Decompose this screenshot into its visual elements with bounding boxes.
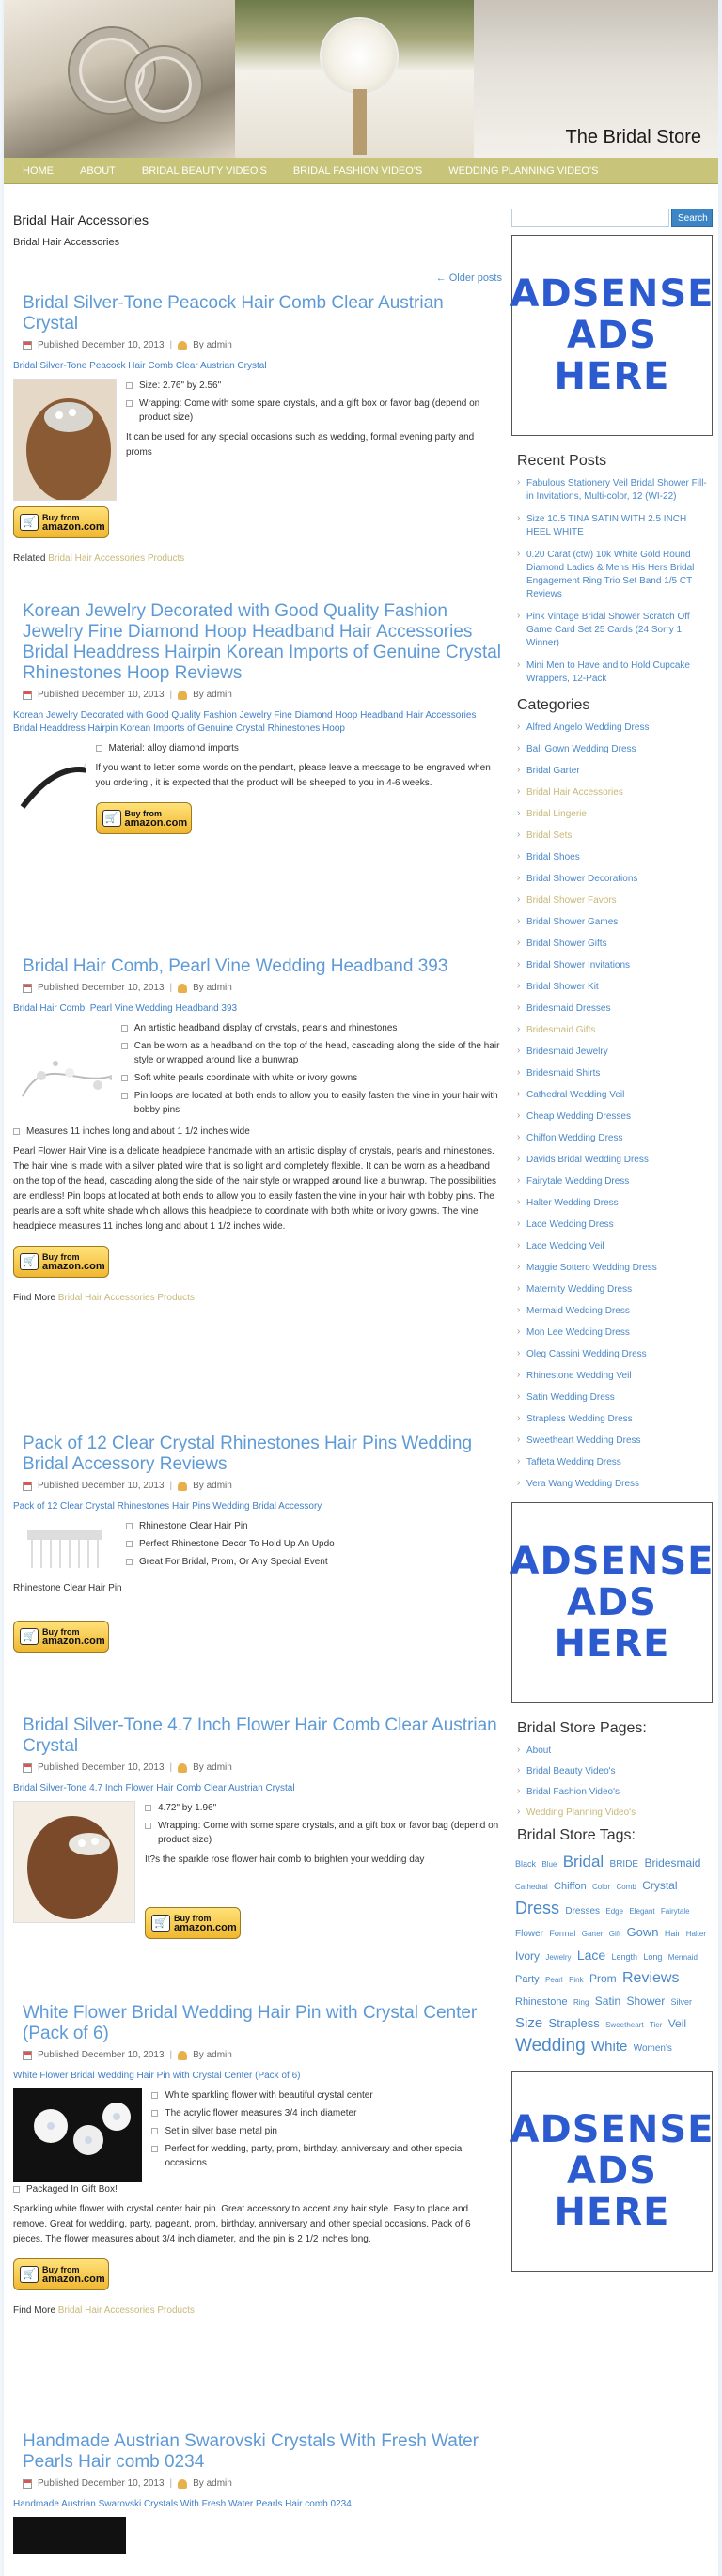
product-description: Rhinestone Clear Hair Pin: [13, 1583, 122, 1593]
product-image[interactable]: [13, 1021, 112, 1125]
author-icon: [178, 2479, 187, 2489]
post-date: Published December 10, 2013: [38, 340, 165, 350]
calendar-icon: [23, 691, 32, 700]
post-author[interactable]: By admin: [193, 690, 232, 700]
post: [13, 1715, 502, 2003]
post-title[interactable]: Bridal Hair Comb, Pearl Vine Wedding Headband 393: [23, 956, 448, 976]
tag-link[interactable]: Women's: [633, 2043, 672, 2054]
buy-from-amazon-button[interactable]: 🛒 Buy from amazon.com: [13, 1246, 109, 1278]
tag-link[interactable]: Length: [611, 1952, 638, 1962]
nav-bridal-beauty-videos[interactable]: BRIDAL BEAUTY VIDEO'S: [141, 164, 267, 177]
post-author[interactable]: By admin: [193, 1481, 232, 1491]
category-link[interactable]: › Satin Wedding Dress: [517, 1391, 713, 1404]
tag-link[interactable]: Black: [515, 1859, 537, 1869]
pages-list: [517, 1745, 713, 1820]
post-meta: Published December 10, 2013 | By admin: [23, 983, 502, 993]
product-features: [126, 379, 502, 425]
buy-from-amazon-button[interactable]: 🛒 Buy from amazon.com: [96, 802, 192, 834]
tag-link[interactable]: Pink: [569, 1976, 584, 1984]
calendar-icon: [23, 1482, 32, 1491]
post-meta: Published December 10, 2013 | By admin: [23, 1762, 502, 1773]
category-link[interactable]: › Strapless Wedding Dress: [517, 1413, 713, 1426]
post-title[interactable]: Bridal Silver-Tone Peacock Hair Comb Clear Austrian Crystal: [23, 293, 444, 334]
category-link[interactable]: › Bridesmaid Jewelry: [517, 1046, 713, 1059]
product-link[interactable]: Handmade Austrian Swarovski Crystals With Fresh Water Pearls Hair comb 0234: [13, 2499, 352, 2509]
author-icon: [178, 984, 187, 993]
buy-from-amazon-button[interactable]: 🛒 Buy from amazon.com: [13, 506, 109, 538]
tag-link[interactable]: Long: [643, 1952, 663, 1962]
cart-icon: 🛒: [102, 810, 121, 827]
content-area: [13, 209, 502, 2557]
tag-link[interactable]: Gown: [626, 1925, 659, 1939]
category-link[interactable]: Bridal Hair Accessories Products: [57, 1293, 195, 1303]
post-meta: Published December 10, 2013 | By admin: [23, 690, 502, 700]
product-features: [13, 1125, 502, 1139]
list-item: An artistic headband display of crystals, pearls and rhinestones: [121, 1021, 502, 1035]
category-link[interactable]: › Maternity Wedding Dress: [517, 1283, 713, 1296]
category-link[interactable]: Bridal Hair Accessories Products: [48, 553, 185, 564]
tag-link[interactable]: Party: [515, 1974, 540, 1985]
product-description: It can be used for any special occasions such as wedding, formal evening party and proms: [126, 432, 475, 458]
tag-link[interactable]: Pearl: [545, 1976, 563, 1984]
tag-link[interactable]: Elegant: [629, 1907, 655, 1916]
list-item: Packaged In Gift Box!: [13, 2182, 502, 2196]
post: [13, 601, 502, 956]
tag-link[interactable]: Garter: [581, 1930, 604, 1938]
nav-home[interactable]: HOME: [23, 164, 54, 177]
tag-cloud: [515, 1852, 713, 2059]
post: [13, 2003, 502, 2431]
author-icon: [178, 691, 187, 700]
site-title[interactable]: The Bridal Store: [565, 127, 701, 147]
list-item: Perfect for wedding, party, prom, birthday, anniversary and other special occasions: [151, 2142, 502, 2170]
tag-link[interactable]: Sweetheart: [605, 2021, 644, 2029]
list-item: White sparkling flower with beautiful crystal center: [151, 2088, 502, 2103]
product-image[interactable]: [13, 2517, 126, 2554]
post-date: Published December 10, 2013: [38, 1481, 165, 1491]
archive-title: Bridal Hair Accessories: [13, 212, 149, 227]
category-link[interactable]: › Bridal Hair Accessories: [517, 786, 713, 799]
recent-post-link[interactable]: › 0.20 Carat (ctw) 10k White Gold Round Diamond Ladies & Mens His Hers Bridal Engagement Ring Trio Set Band 1/5 CT Reviews: [517, 549, 713, 601]
product-features: [96, 741, 502, 755]
header-image-bouquet: [235, 0, 474, 158]
post-date: Published December 10, 2013: [38, 2478, 165, 2489]
tag-link[interactable]: Shower: [626, 1994, 666, 2008]
category-link[interactable]: › Cheap Wedding Dresses: [517, 1110, 713, 1124]
categories-heading: Categories: [517, 697, 590, 713]
category-link[interactable]: › Vera Wang Wedding Dress: [517, 1478, 713, 1491]
post-title[interactable]: Handmade Austrian Swarovski Crystals With Fresh Water Pearls Hair comb 0234: [23, 2431, 479, 2472]
product-link[interactable]: Bridal Silver-Tone 4.7 Inch Flower Hair Comb Clear Austrian Crystal: [13, 1783, 295, 1793]
tag-link[interactable]: Fairytale: [660, 1907, 690, 1916]
tag-link[interactable]: Halter: [685, 1930, 707, 1938]
nav-bridal-fashion-videos[interactable]: BRIDAL FASHION VIDEO'S: [292, 164, 423, 177]
product-description: If you want to letter some words on the pendant, please leave a message to be engraved when you ordering , it is expected that the product will be sheeped to you in 4-6 weeks.: [95, 763, 491, 788]
calendar-icon: [23, 984, 32, 993]
tag-link[interactable]: Ivory: [515, 1949, 541, 1963]
calendar-icon: [23, 1763, 32, 1773]
product-link[interactable]: Bridal Silver-Tone Peacock Hair Comb Clear Austrian Crystal: [13, 361, 267, 371]
ad-placeholder[interactable]: ADSENSE ADS HERE: [511, 235, 713, 436]
tag-link[interactable]: Mermaid: [667, 1953, 698, 1962]
post-title[interactable]: Bridal Silver-Tone 4.7 Inch Flower Hair Comb Clear Austrian Crystal: [23, 1715, 497, 1756]
post: [13, 1434, 502, 1715]
tag-link[interactable]: Dress: [515, 1899, 560, 1917]
tag-link[interactable]: Chiffon: [554, 1881, 587, 1892]
tag-link[interactable]: Flower: [515, 1929, 544, 1939]
tag-link[interactable]: Dresses: [565, 1906, 601, 1916]
author-icon: [178, 2051, 187, 2060]
cart-icon: 🛒: [20, 1253, 39, 1270]
tag-link[interactable]: Tier: [649, 2021, 663, 2029]
tag-link[interactable]: Strapless: [548, 2016, 600, 2030]
product-description: Sparkling white flower with crystal center hair pin. Great accessory to accent any hair style. Easy to place and remove. Great for wedding, party, pageant, prom, birthday, anniversary and other special occasions. Pack of 6 pieces. The flower measures about 3/4 inch diameter, and the pin is 2 1/2 inches long.: [13, 2204, 471, 2244]
category-link[interactable]: › Bridal Shower Kit: [517, 981, 713, 994]
list-item: Measures 11 inches long and about 1 1/2 inches wide: [13, 1125, 502, 1139]
tag-link[interactable]: Formal: [549, 1929, 576, 1938]
post-author[interactable]: By admin: [193, 340, 232, 350]
search-button[interactable]: Search: [671, 209, 713, 227]
author-icon: [178, 1482, 187, 1491]
post-title[interactable]: Pack of 12 Clear Crystal Rhinestones Hair Pins Wedding Bridal Accessory Reviews: [23, 1434, 473, 1474]
category-link[interactable]: › Davids Bridal Wedding Dress: [517, 1154, 713, 1167]
recent-posts-heading: Recent Posts: [517, 453, 607, 469]
tag-link[interactable]: Ring: [573, 1998, 589, 2007]
recent-post-link[interactable]: › Mini Men to Have and to Hold Cupcake Wrappers, 12-Pack: [517, 660, 713, 686]
list-item: Soft white pearls coordinate with white or ivory gowns: [121, 1071, 502, 1085]
post-date: Published December 10, 2013: [38, 2050, 165, 2060]
category-link[interactable]: › Sweetheart Wedding Dress: [517, 1435, 713, 1448]
product-description: It?s the sparkle rose flower hair comb to brighten your wedding day: [145, 1854, 425, 1865]
category-link[interactable]: › Bridal Shoes: [517, 851, 713, 864]
post-author[interactable]: By admin: [193, 983, 232, 993]
post-footer: Find More Bridal Hair Accessories Products: [13, 1293, 195, 1303]
product-image[interactable]: [13, 1519, 117, 1575]
product-features: [121, 1021, 502, 1125]
tag-link[interactable]: Cathedral: [515, 1883, 548, 1891]
list-item: Pin loops are located at both ends to allow you to easily fasten the vine in your hair with bobby pins: [121, 1089, 502, 1117]
product-image[interactable]: [13, 379, 117, 501]
recent-post-link[interactable]: › Size 10.5 TINA SATIN WITH 2.5 INCH HEEL WHITE: [517, 513, 713, 539]
tag-link[interactable]: Veil: [667, 2017, 687, 2030]
cart-icon: 🛒: [20, 1628, 39, 1645]
list-item: Set in silver base metal pin: [151, 2124, 502, 2138]
category-link[interactable]: › Maggie Sottero Wedding Dress: [517, 1262, 713, 1275]
archive-description: Bridal Hair Accessories: [13, 237, 120, 248]
nav-wedding-planning-videos[interactable]: WEDDING PLANNING VIDEO'S: [448, 164, 599, 177]
category-link[interactable]: › Bridesmaid Gifts: [517, 1024, 713, 1037]
categories-list: [517, 722, 713, 1491]
tag-link[interactable]: Lace: [576, 1948, 606, 1963]
calendar-icon: [23, 2051, 32, 2060]
product-image[interactable]: [13, 1801, 135, 1923]
ad-placeholder[interactable]: ADSENSE ADS HERE: [511, 2071, 713, 2272]
tag-link[interactable]: Bridal: [562, 1853, 604, 1870]
post-meta: Published December 10, 2013 | By admin: [23, 2050, 502, 2060]
tags-heading: Bridal Store Tags:: [517, 1827, 636, 1843]
page: [4, 0, 718, 2576]
category-link[interactable]: › Bridesmaid Shirts: [517, 1067, 713, 1080]
post-title[interactable]: White Flower Bridal Wedding Hair Pin with Crystal Center (Pack of 6): [23, 2003, 478, 2043]
tag-link[interactable]: Edge: [605, 1907, 624, 1916]
category-link[interactable]: › Mermaid Wedding Dress: [517, 1305, 713, 1318]
post-meta: Published December 10, 2013 | By admin: [23, 2478, 502, 2489]
category-link[interactable]: › Ball Gown Wedding Dress: [517, 743, 713, 756]
category-link[interactable]: › Bridal Lingerie: [517, 808, 713, 821]
post-footer: Related Bridal Hair Accessories Products: [13, 553, 185, 564]
tag-link[interactable]: Rhinestone: [515, 1996, 568, 2008]
recent-post-link[interactable]: › Pink Vintage Bridal Shower Scratch Off Game Card Set 25 Cards (24 Sorry 1 Winner): [517, 611, 713, 650]
post-title[interactable]: Korean Jewelry Decorated with Good Quality Fashion Jewelry Fine Diamond Hoop Headband Hair Accessories Bridal Headdress Hairpin Korean Imports of Genuine Crystal Rhinestones Hoop Reviews: [23, 601, 502, 683]
category-link[interactable]: › Chiffon Wedding Dress: [517, 1132, 713, 1145]
tag-link[interactable]: Silver: [670, 1997, 693, 2007]
category-link[interactable]: › Cathedral Wedding Veil: [517, 1089, 713, 1102]
tag-link[interactable]: Size: [515, 2015, 543, 2031]
list-item: Size: 2.76" by 2.56": [126, 379, 502, 393]
category-link[interactable]: › Lace Wedding Veil: [517, 1240, 713, 1253]
product-link[interactable]: Korean Jewelry Decorated with Good Quality Fashion Jewelry Fine Diamond Hoop Headband Hair Accessories Bridal Headdress Hairpin Korean Imports of Genuine Crystal Rhinestones Hoop: [13, 710, 477, 734]
tag-link[interactable]: White: [591, 2039, 628, 2055]
product-description: Pearl Flower Hair Vine is a delicate headpiece handmade with an artistic display of crystals, pearls and rhinestones. The hair vine is made with a silver plated wire that is so light and completely flexible. It can be worn as a headband on the top of the head, cascading along the side of the hair style or wrapped around like a bunwrap. The possibilities are endless! Pin loops at located at both ends to allow you to easily fasten the vine in your hair with bobby pins. The pearls are a soft white shade which allows this headpiece to coordinate with both white or ivory gowns. The vine headpiece measures 11 inches long and about 1 1/2 inches wide.: [13, 1146, 497, 1232]
page-link-bridal-beauty[interactable]: › Bridal Beauty Video's: [517, 1765, 713, 1778]
page-link-bridal-fashion[interactable]: › Bridal Fashion Video's: [517, 1786, 713, 1799]
category-link[interactable]: › Rhinestone Wedding Veil: [517, 1370, 713, 1383]
tag-link[interactable]: Jewelry: [545, 1953, 572, 1962]
post-date: Published December 10, 2013: [38, 690, 165, 700]
category-link[interactable]: › Halter Wedding Dress: [517, 1197, 713, 1210]
author-icon: [178, 341, 187, 350]
buy-from-amazon-button[interactable]: 🛒 Buy from amazon.com: [13, 1621, 109, 1653]
tag-link[interactable]: Satin: [594, 1994, 621, 2008]
product-image[interactable]: [13, 2088, 142, 2182]
category-link[interactable]: › Bridal Shower Favors: [517, 894, 713, 908]
list-item: Great For Bridal, Prom, Or Any Special Event: [126, 1555, 335, 1569]
main-nav: [4, 158, 718, 184]
page-link-wedding-planning[interactable]: › Wedding Planning Video's: [517, 1807, 713, 1820]
category-link[interactable]: › Bridal Shower Games: [517, 916, 713, 929]
category-link[interactable]: › Bridesmaid Dresses: [517, 1002, 713, 1016]
tag-link[interactable]: Crystal: [642, 1879, 678, 1892]
product-features: [145, 1801, 502, 1847]
product-features: [13, 2182, 502, 2196]
category-link[interactable]: › Fairytale Wedding Dress: [517, 1175, 713, 1188]
post-author[interactable]: By admin: [193, 2050, 232, 2060]
category-link[interactable]: › Alfred Angelo Wedding Dress: [517, 722, 713, 735]
page-link-about[interactable]: › About: [517, 1745, 713, 1758]
list-item: The acrylic flower measures 3/4 inch diameter: [151, 2106, 502, 2120]
list-item: Perfect Rhinestone Decor To Hold Up An Updo: [126, 1537, 335, 1551]
post-date: Published December 10, 2013: [38, 983, 165, 993]
tag-link[interactable]: BRIDE: [609, 1859, 639, 1870]
tag-link[interactable]: Comb: [616, 1883, 636, 1891]
category-link[interactable]: › Bridal Garter: [517, 765, 713, 778]
post: [13, 293, 502, 601]
pages-heading: Bridal Store Pages:: [517, 1720, 647, 1736]
calendar-icon: [23, 2479, 32, 2489]
category-link[interactable]: › Bridal Sets: [517, 830, 713, 843]
post-author[interactable]: By admin: [193, 1762, 232, 1773]
list-item: 4.72" by 1.96": [145, 1801, 502, 1815]
post-meta: Published December 10, 2013 | By admin: [23, 1481, 502, 1491]
cart-icon: 🛒: [20, 514, 39, 531]
list-item: Rhinestone Clear Hair Pin: [126, 1519, 335, 1533]
older-posts-link[interactable]: ← Older posts: [435, 272, 502, 284]
product-link[interactable]: White Flower Bridal Wedding Hair Pin with Crystal Center (Pack of 6): [13, 2071, 301, 2081]
post-date: Published December 10, 2013: [38, 1762, 165, 1773]
category-link[interactable]: › Bridal Shower Gifts: [517, 938, 713, 951]
category-link[interactable]: Bridal Hair Accessories Products: [57, 2305, 195, 2316]
tag-link[interactable]: Color: [592, 1883, 611, 1891]
site-header: [4, 0, 718, 158]
nav-about[interactable]: ABOUT: [80, 164, 116, 177]
category-link[interactable]: › Taffeta Wedding Dress: [517, 1456, 713, 1469]
tag-link[interactable]: Bridesmaid: [644, 1856, 701, 1870]
tag-link[interactable]: Prom: [589, 1972, 617, 1985]
product-image[interactable]: [13, 741, 86, 826]
list-item: Material: alloy diamond imports: [96, 741, 502, 755]
product-link[interactable]: Bridal Hair Comb, Pearl Vine Wedding Headband 393: [13, 1003, 238, 1014]
search-form: [511, 209, 713, 227]
list-item: Wrapping: Come with some spare crystals, and a gift box or favor bag (depend on product size): [145, 1819, 502, 1847]
recent-posts-list: [517, 477, 713, 686]
cart-icon: 🛒: [20, 2266, 39, 2283]
tag-link[interactable]: Hair: [664, 1929, 681, 1938]
buy-from-amazon-button[interactable]: 🛒 Buy from amazon.com: [13, 2258, 109, 2290]
sidebar: [511, 209, 713, 2289]
category-link[interactable]: › Oleg Cassini Wedding Dress: [517, 1348, 713, 1361]
calendar-icon: [23, 341, 32, 350]
category-link[interactable]: › Bridal Shower Invitations: [517, 959, 713, 972]
search-input[interactable]: [511, 209, 669, 227]
category-link[interactable]: › Mon Lee Wedding Dress: [517, 1327, 713, 1340]
list-item: Wrapping: Come with some spare crystals, and a gift box or favor bag (depend on product size): [126, 396, 502, 425]
product-features: [126, 1519, 335, 1575]
tag-link[interactable]: Reviews: [621, 1970, 680, 1986]
category-link[interactable]: › Bridal Shower Decorations: [517, 873, 713, 886]
tag-link[interactable]: Wedding: [515, 2036, 586, 2056]
header-image-rings: [4, 0, 235, 158]
list-item: Can be worn as a headband on the top of the head, cascading along the side of the hair style or wrapped around like a bunwrap: [121, 1039, 502, 1067]
buy-from-amazon-button[interactable]: 🛒 Buy from amazon.com: [145, 1907, 241, 1939]
category-link[interactable]: › Lace Wedding Dress: [517, 1218, 713, 1232]
post: [13, 956, 502, 1434]
recent-post-link[interactable]: › Fabulous Stationery Veil Bridal Shower Fill-in Invitations, Multi-color, 12 (WI-22): [517, 477, 713, 504]
cart-icon: 🛒: [151, 1915, 170, 1932]
ad-placeholder[interactable]: ADSENSE ADS HERE: [511, 1502, 713, 1703]
author-icon: [178, 1763, 187, 1773]
tag-link[interactable]: Gift: [608, 1930, 621, 1938]
tag-link[interactable]: Blue: [542, 1860, 557, 1869]
post: [13, 2431, 502, 2557]
post-author[interactable]: By admin: [193, 2478, 232, 2489]
product-link[interactable]: Pack of 12 Clear Crystal Rhinestones Hair Pins Wedding Bridal Accessory: [13, 1501, 322, 1512]
product-features: [151, 2088, 502, 2182]
post-meta: Published December 10, 2013 | By admin: [23, 340, 502, 350]
post-footer: Find More Bridal Hair Accessories Products: [13, 2305, 195, 2316]
header-image-dress: [474, 0, 718, 158]
